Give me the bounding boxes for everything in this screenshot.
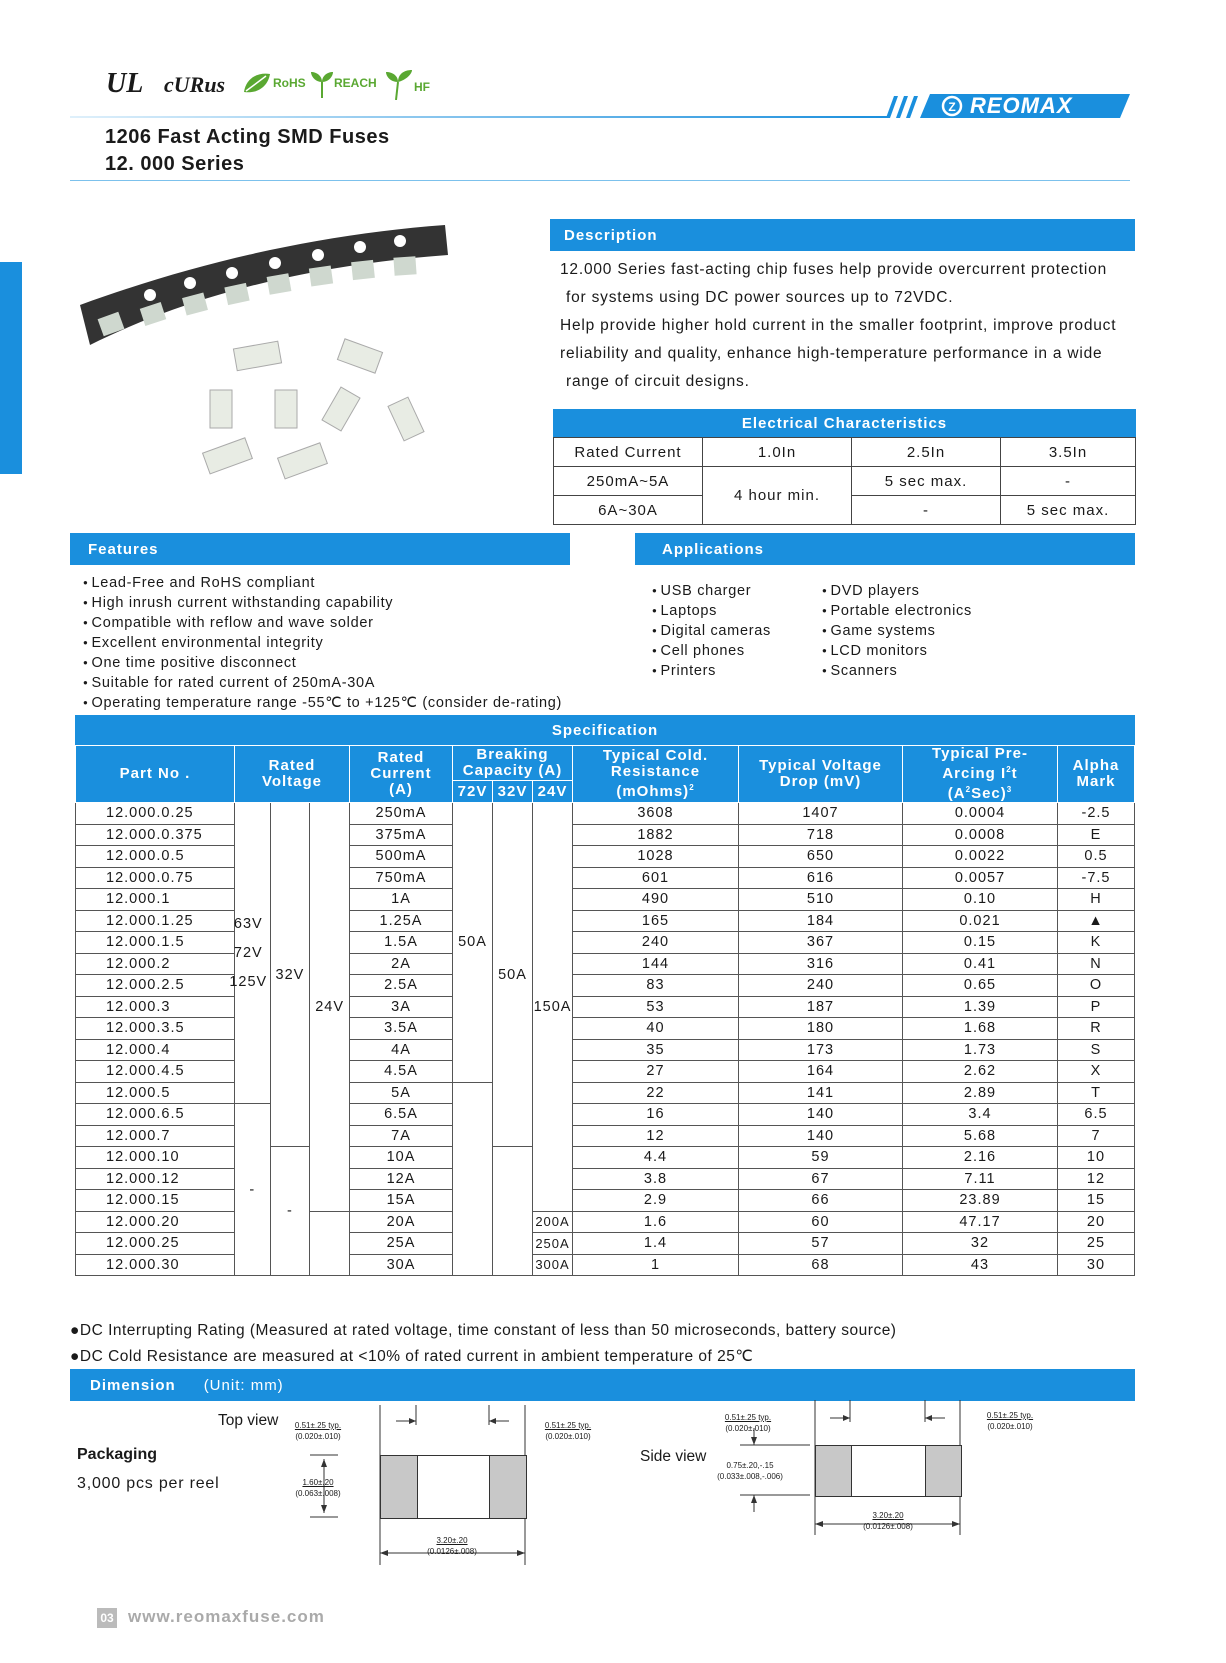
current-cell: 1A	[350, 889, 453, 911]
table-cell: -	[852, 496, 1001, 525]
current-cell: 6.5A	[350, 1104, 453, 1126]
list-item: ● DVD players	[822, 581, 972, 601]
resistance-cell: 35	[573, 1039, 739, 1061]
top-view-left-terminal	[380, 1455, 418, 1519]
list-item: ● Scanners	[822, 661, 972, 681]
resistance-cell: 1.6	[573, 1211, 739, 1233]
table-row	[76, 824, 1135, 846]
i2t-cell: 0.021	[903, 910, 1058, 932]
voltage-drop-cell: 68	[739, 1254, 903, 1276]
current-cell: 1.5A	[350, 932, 453, 954]
table-row	[76, 1168, 1135, 1190]
alpha-mark-cell: -2.5	[1058, 803, 1135, 825]
alpha-mark-cell: 25	[1058, 1233, 1135, 1255]
current-cell: 3A	[350, 996, 453, 1018]
resistance-cell: 12	[573, 1125, 739, 1147]
header-i2t: Typical Pre-Arcing $I^2t$ $(A^2Sec)^3$	[903, 746, 1058, 803]
rohs-label: RoHS	[273, 76, 306, 90]
part-number: 12.000.1	[76, 889, 235, 911]
table-cell: 250mA~5A	[554, 467, 703, 496]
product-photo	[70, 205, 450, 505]
table-cell: 5 sec max.	[1001, 496, 1136, 525]
list-item: ● USB charger	[652, 581, 771, 601]
voltage-drop-cell: 316	[739, 953, 903, 975]
current-cell: 4.5A	[350, 1061, 453, 1083]
footer-url[interactable]: www.reomaxfuse.com	[128, 1607, 325, 1626]
list-item: ● Printers	[652, 661, 771, 681]
curus-mark: cURus	[164, 72, 226, 97]
alpha-mark-cell: T	[1058, 1082, 1135, 1104]
specification-table	[75, 745, 1135, 1276]
part-number: 12.000.2	[76, 953, 235, 975]
i2t-cell: 1.73	[903, 1039, 1058, 1061]
header-alpha-mark: Alpha Mark	[1058, 746, 1135, 803]
description-line: 12.000 Series fast-acting chip fuses help provide overcurrent protection	[560, 261, 1107, 278]
table-row	[76, 1104, 1135, 1126]
part-number: 12.000.1.5	[76, 932, 235, 954]
packaging-heading: Packaging	[77, 1446, 158, 1463]
table-row	[76, 1190, 1135, 1212]
i2t-cell: 0.0004	[903, 803, 1058, 825]
i2t-cell: 2.89	[903, 1082, 1058, 1104]
voltage-value: 63V 72V 125V	[229, 915, 268, 990]
current-cell: 12A	[350, 1168, 453, 1190]
current-cell: 2A	[350, 953, 453, 975]
alpha-mark-cell: -7.5	[1058, 867, 1135, 889]
hf-leaf-icon	[384, 68, 414, 105]
voltage-drop-cell: 60	[739, 1211, 903, 1233]
description-line: reliability and quality, enhance high-temperature performance in a wide	[560, 345, 1103, 362]
alpha-mark-cell: 20	[1058, 1211, 1135, 1233]
title-rule	[70, 180, 1130, 181]
table-cell: 3.5In	[1001, 438, 1136, 467]
dimension-heading: Dimension (Unit: mm)	[70, 1369, 1135, 1401]
resistance-cell: 1028	[573, 846, 739, 868]
table-row	[76, 1233, 1135, 1255]
part-number: 12.000.5	[76, 1082, 235, 1104]
part-number: 12.000.2.5	[76, 975, 235, 997]
part-number: 12.000.0.75	[76, 867, 235, 889]
part-number: 12.000.10	[76, 1147, 235, 1169]
current-cell: 15A	[350, 1190, 453, 1212]
voltage-drop-cell: 173	[739, 1039, 903, 1061]
table-row	[76, 1254, 1135, 1276]
list-item: ● LCD monitors	[822, 641, 972, 661]
reach-sprout-icon	[309, 70, 335, 103]
dim-label: 0.75±.20,-.15 (0.033±.008,-.006)	[717, 1461, 783, 1481]
specification-heading: Specification	[75, 715, 1135, 745]
voltage-drop-cell: 66	[739, 1190, 903, 1212]
alpha-mark-cell: 15	[1058, 1190, 1135, 1212]
resistance-cell: 22	[573, 1082, 739, 1104]
ul-mark: UL	[106, 68, 144, 99]
list-item: ● Excellent environmental integrity	[83, 633, 562, 653]
resistance-cell: 1	[573, 1254, 739, 1276]
dim-label: 0.51±.25 typ. (0.020±.010)	[544, 1421, 592, 1441]
table-row	[76, 1082, 1135, 1104]
current-cell: 2.5A	[350, 975, 453, 997]
resistance-cell: 53	[573, 996, 739, 1018]
voltage-drop-cell: 180	[739, 1018, 903, 1040]
side-tab	[0, 262, 22, 474]
page-number: 03	[97, 1608, 117, 1628]
description-text	[560, 256, 1150, 396]
alpha-mark-cell: 0.5	[1058, 846, 1135, 868]
part-number: 12.000.3.5	[76, 1018, 235, 1040]
current-cell: 500mA	[350, 846, 453, 868]
table-row	[554, 438, 1136, 467]
bc-72v-cell: 50A	[453, 803, 493, 1083]
i2t-cell: 5.68	[903, 1125, 1058, 1147]
description-heading: Description	[550, 219, 1135, 251]
part-number: 12.000.0.5	[76, 846, 235, 868]
resistance-cell: 1.4	[573, 1233, 739, 1255]
voltage-drop-cell: 650	[739, 846, 903, 868]
table-row	[76, 996, 1135, 1018]
i2t-cell: 0.0022	[903, 846, 1058, 868]
table-cell: -	[1001, 467, 1136, 496]
header-rated-current: Rated Current (A)	[350, 746, 453, 803]
table-row	[76, 889, 1135, 911]
list-item: ● One time positive disconnect	[83, 653, 562, 673]
table-header-row	[76, 746, 1135, 781]
table-cell: 2.5In	[852, 438, 1001, 467]
table-row	[76, 1125, 1135, 1147]
voltage-drop-cell: 140	[739, 1125, 903, 1147]
description-line: range of circuit designs.	[566, 373, 750, 390]
i2t-cell: 3.4	[903, 1104, 1058, 1126]
i2t-cell: 1.39	[903, 996, 1058, 1018]
applications-list-2	[822, 581, 972, 681]
dim-label: 3.20±.20 (0.0126±.008)	[427, 1536, 477, 1556]
table-cell: 5 sec max.	[852, 467, 1001, 496]
alpha-mark-cell: 6.5	[1058, 1104, 1135, 1126]
part-number: 12.000.12	[76, 1168, 235, 1190]
voltage-drop-cell: 67	[739, 1168, 903, 1190]
current-cell: 7A	[350, 1125, 453, 1147]
svg-text:Z: Z	[948, 100, 956, 114]
voltage-drop-cell: 141	[739, 1082, 903, 1104]
header-rated-voltage: Rated Voltage	[235, 746, 350, 803]
i2t-cell: 43	[903, 1254, 1058, 1276]
header-rule	[70, 116, 890, 118]
alpha-mark-cell: N	[1058, 953, 1135, 975]
alpha-mark-cell: S	[1058, 1039, 1135, 1061]
current-cell: 20A	[350, 1211, 453, 1233]
i2t-cell: 0.0008	[903, 824, 1058, 846]
electrical-heading: Electrical Characteristics	[553, 409, 1136, 437]
table-cell: 6A~30A	[554, 496, 703, 525]
current-cell: 1.25A	[350, 910, 453, 932]
hf-label: HF	[414, 80, 430, 94]
rohs-leaf-icon	[242, 70, 272, 101]
alpha-mark-cell: P	[1058, 996, 1135, 1018]
bc-24v-cell: 250A	[533, 1233, 573, 1255]
header-bc-32v: 32V	[493, 781, 533, 803]
resistance-cell: 83	[573, 975, 739, 997]
features-heading: Features	[70, 533, 570, 565]
alpha-mark-cell: ▲	[1058, 910, 1135, 932]
description-line: Help provide higher hold current in the smaller footprint, improve product	[560, 317, 1117, 334]
page-title: 1206 Fast Acting SMD Fuses	[105, 126, 390, 148]
header-bc-72v: 72V	[453, 781, 493, 803]
voltage-drop-cell: 1407	[739, 803, 903, 825]
brand-name: REOMAX	[970, 93, 1073, 118]
i2t-cell: 23.89	[903, 1190, 1058, 1212]
dim-label: 0.51±.25 typ. (0.020±.010)	[724, 1413, 772, 1433]
table-row	[76, 846, 1135, 868]
alpha-mark-cell: E	[1058, 824, 1135, 846]
voltage-drop-cell: 616	[739, 867, 903, 889]
resistance-cell: 1882	[573, 824, 739, 846]
current-cell: 5A	[350, 1082, 453, 1104]
table-row	[76, 1147, 1135, 1169]
header-part-no: Part No .	[76, 746, 235, 803]
applications-heading: Applications	[635, 533, 1135, 565]
current-cell: 375mA	[350, 824, 453, 846]
voltage-cell-3	[310, 1211, 350, 1276]
resistance-cell: 601	[573, 867, 739, 889]
alpha-mark-cell: 10	[1058, 1147, 1135, 1169]
voltage-drop-cell: 187	[739, 996, 903, 1018]
bc-32v-cell	[493, 1147, 533, 1276]
list-item: ● Digital cameras	[652, 621, 771, 641]
resistance-cell: 16	[573, 1104, 739, 1126]
header-bc-24v: 24V	[533, 781, 573, 803]
alpha-mark-cell: 30	[1058, 1254, 1135, 1276]
resistance-cell: 3.8	[573, 1168, 739, 1190]
alpha-mark-cell: K	[1058, 932, 1135, 954]
part-number: 12.000.1.25	[76, 910, 235, 932]
alpha-mark-cell: R	[1058, 1018, 1135, 1040]
part-number: 12.000.25	[76, 1233, 235, 1255]
i2t-cell: 0.65	[903, 975, 1058, 997]
voltage-cell-2: -	[270, 1147, 310, 1276]
table-row	[76, 1061, 1135, 1083]
voltage-drop-cell: 59	[739, 1147, 903, 1169]
i2t-cell: 1.68	[903, 1018, 1058, 1040]
note-1: ●DC Interrupting Rating (Measured at rated voltage, time constant of less than 50 microseconds, battery source)	[70, 1322, 897, 1339]
part-number: 12.000.0.25	[76, 803, 235, 825]
voltage-drop-cell: 184	[739, 910, 903, 932]
voltage-cell-1: -	[235, 1104, 271, 1276]
resistance-cell: 40	[573, 1018, 739, 1040]
voltage-drop-cell: 140	[739, 1104, 903, 1126]
resistance-cell: 3608	[573, 803, 739, 825]
current-cell: 3.5A	[350, 1018, 453, 1040]
list-item: ● Laptops	[652, 601, 771, 621]
description-line: for systems using DC power sources up to 72VDC.	[566, 289, 954, 306]
table-row	[76, 1018, 1135, 1040]
part-number: 12.000.7	[76, 1125, 235, 1147]
header-breaking-capacity: Breaking Capacity (A)	[453, 746, 573, 781]
current-cell: 4A	[350, 1039, 453, 1061]
part-number: 12.000.15	[76, 1190, 235, 1212]
current-cell: 25A	[350, 1233, 453, 1255]
alpha-mark-cell: X	[1058, 1061, 1135, 1083]
voltage-drop-cell: 367	[739, 932, 903, 954]
i2t-cell: 0.41	[903, 953, 1058, 975]
list-item: ● Lead-Free and RoHS compliant	[83, 573, 562, 593]
part-number: 12.000.30	[76, 1254, 235, 1276]
i2t-cell: 0.0057	[903, 867, 1058, 889]
resistance-cell: 165	[573, 910, 739, 932]
list-item: ● Cell phones	[652, 641, 771, 661]
dim-label: 3.20±.20 (0.0126±.008)	[863, 1511, 913, 1531]
voltage-drop-cell: 510	[739, 889, 903, 911]
bc-24v-cell: 200A	[533, 1211, 573, 1233]
part-number: 12.000.20	[76, 1211, 235, 1233]
brand-logo	[880, 92, 1130, 118]
voltage-cell-3: 24V	[310, 803, 350, 1212]
i2t-cell: 2.16	[903, 1147, 1058, 1169]
electrical-table	[553, 437, 1136, 525]
part-number: 12.000.6.5	[76, 1104, 235, 1126]
resistance-cell: 4.4	[573, 1147, 739, 1169]
list-item: ● Operating temperature range -55℃ to +125℃ (consider de-rating)	[83, 693, 562, 713]
top-view-right-terminal	[489, 1455, 527, 1519]
current-cell: 750mA	[350, 867, 453, 889]
voltage-drop-cell: 718	[739, 824, 903, 846]
list-item: ● Portable electronics	[822, 601, 972, 621]
i2t-cell: 0.15	[903, 932, 1058, 954]
header-voltage-drop: Typical Voltage Drop (mV)	[739, 746, 903, 803]
resistance-cell: 240	[573, 932, 739, 954]
voltage-drop-cell: 57	[739, 1233, 903, 1255]
i2t-cell: 47.17	[903, 1211, 1058, 1233]
part-number: 12.000.4	[76, 1039, 235, 1061]
dim-label: 1.60±.20 (0.063±.008)	[295, 1478, 341, 1498]
part-number: 12.000.3	[76, 996, 235, 1018]
current-cell: 250mA	[350, 803, 453, 825]
table-row	[76, 1039, 1135, 1061]
side-view-label: Side view	[640, 1448, 707, 1465]
resistance-cell: 27	[573, 1061, 739, 1083]
i2t-cell: 7.11	[903, 1168, 1058, 1190]
table-cell: 4 hour min.	[703, 467, 852, 525]
current-cell: 30A	[350, 1254, 453, 1276]
table-cell: 1.0In	[703, 438, 852, 467]
dim-label: 0.51±.25 typ. (0.020±.010)	[986, 1411, 1034, 1431]
resistance-cell: 490	[573, 889, 739, 911]
bc-24v-cell: 300A	[533, 1254, 573, 1276]
dim-label: 0.51±.25 typ. (0.020±.010)	[294, 1421, 342, 1441]
alpha-mark-cell: 12	[1058, 1168, 1135, 1190]
side-view-left-terminal	[815, 1445, 852, 1497]
alpha-mark-cell: H	[1058, 889, 1135, 911]
current-cell: 10A	[350, 1147, 453, 1169]
bc-24v-cell: 150A	[533, 803, 573, 1212]
top-view-label: Top view	[218, 1412, 279, 1429]
list-item: ● Game systems	[822, 621, 972, 641]
table-row	[554, 467, 1136, 496]
table-row	[76, 803, 1135, 825]
voltage-cell-1	[229, 803, 271, 1104]
table-row	[76, 1211, 1135, 1233]
top-view-body	[416, 1455, 489, 1519]
side-view-right-terminal	[925, 1445, 962, 1497]
list-item: ● Suitable for rated current of 250mA-30A	[83, 673, 562, 693]
part-number: 12.000.4.5	[76, 1061, 235, 1083]
i2t-cell: 2.62	[903, 1061, 1058, 1083]
bc-32v-cell: 50A	[493, 803, 533, 1147]
note-2: ●DC Cold Resistance are measured at <10% of rated current in ambient temperature of 25℃	[70, 1348, 754, 1365]
i2t-cell: 32	[903, 1233, 1058, 1255]
alpha-mark-cell: O	[1058, 975, 1135, 997]
bc-72v-cell	[453, 1082, 493, 1276]
top-view-drawing	[290, 1405, 630, 1570]
reach-label: REACH	[334, 76, 377, 90]
packaging-text: 3,000 pcs per reel	[77, 1475, 220, 1492]
resistance-cell: 2.9	[573, 1190, 739, 1212]
page-subtitle: 12. 000 Series	[105, 153, 245, 175]
table-row	[76, 867, 1135, 889]
applications-list-1	[652, 581, 771, 681]
list-item: ● High inrush current withstanding capability	[83, 593, 562, 613]
part-number: 12.000.0.375	[76, 824, 235, 846]
i2t-cell: 0.10	[903, 889, 1058, 911]
features-list	[83, 573, 562, 713]
list-item: ● Compatible with reflow and wave solder	[83, 613, 562, 633]
voltage-drop-cell: 240	[739, 975, 903, 997]
alpha-mark-cell: 7	[1058, 1125, 1135, 1147]
header-resistance: Typical Cold. Resistance (mOhms)$^2$	[573, 746, 739, 803]
voltage-drop-cell: 164	[739, 1061, 903, 1083]
side-view-body	[850, 1445, 925, 1497]
voltage-cell-2: 32V	[270, 803, 310, 1147]
table-cell: Rated Current	[554, 438, 703, 467]
side-view-drawing	[717, 1400, 1060, 1540]
resistance-cell: 144	[573, 953, 739, 975]
